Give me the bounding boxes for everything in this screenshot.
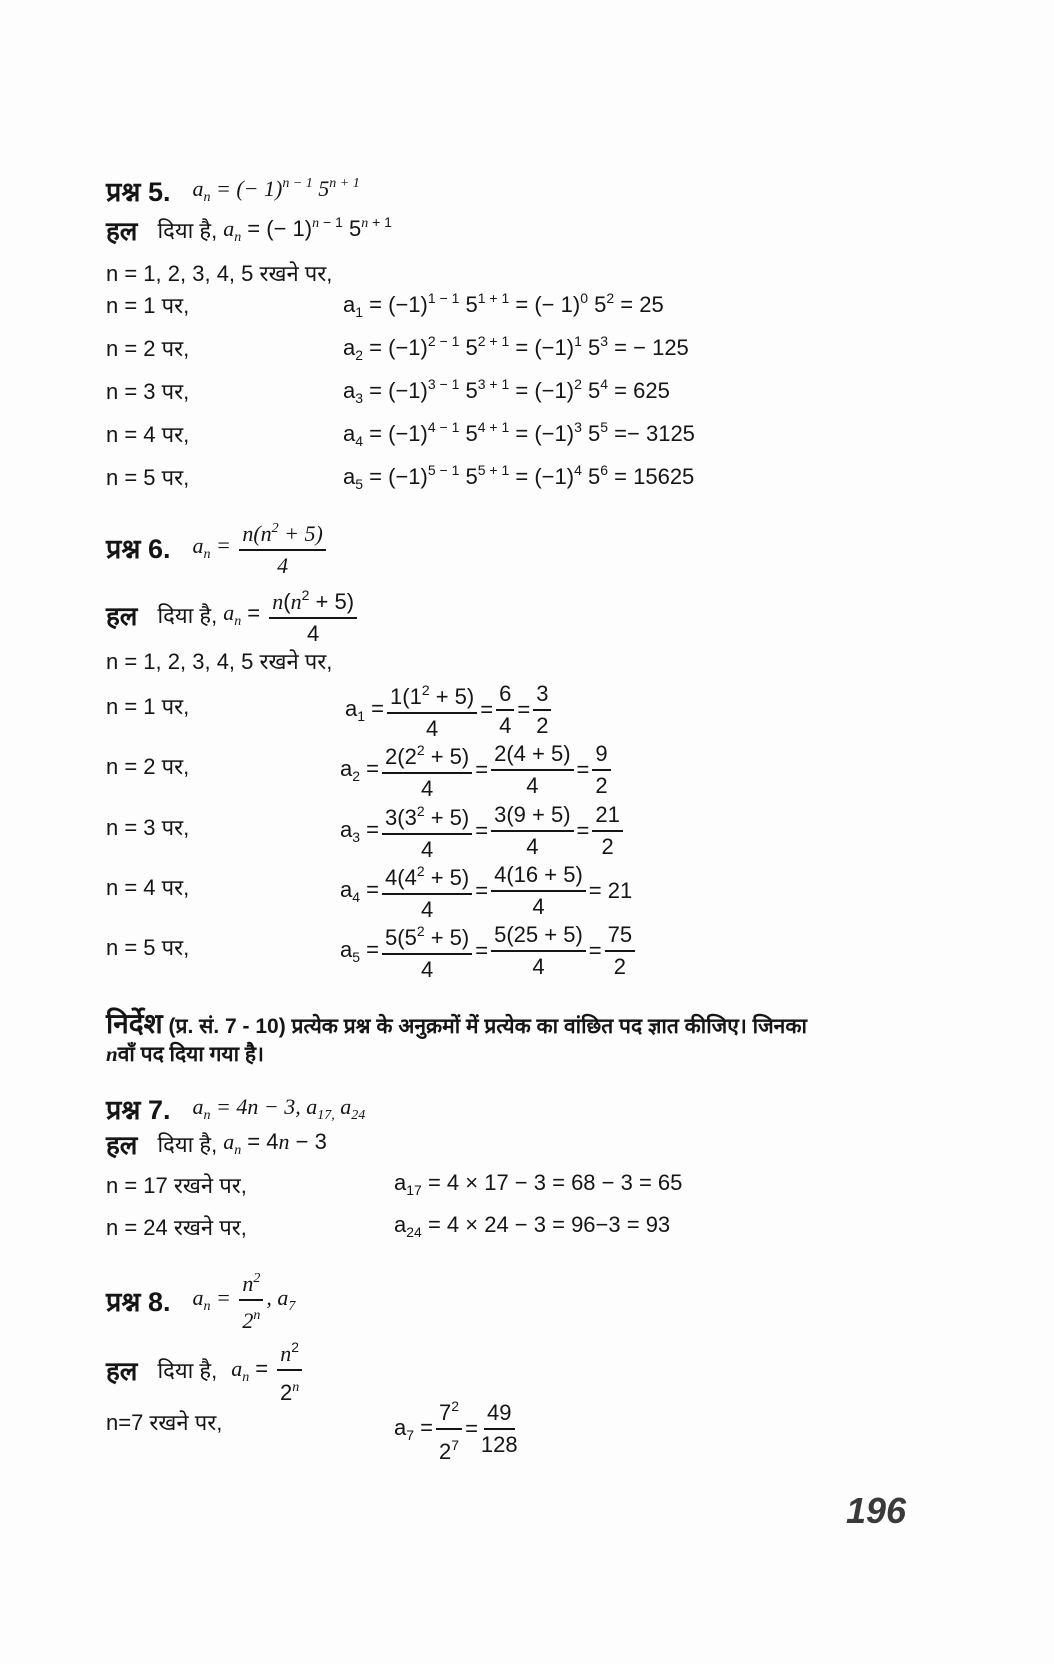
q5-cond-1: n = 1 पर, [106, 293, 190, 318]
q8-solution-intro: हल दिया है, $a_n$ = $\frac{n^2}{2^n}$ [106, 1334, 305, 1406]
q5-eq-1: $a_1 = (-1)^{1 - 1}$ $5^{1 + 1}$ = (− 1)$^0$ $5^2 = 25$ [343, 290, 664, 320]
q7-solution-intro: हल दिया है, $a_n = 4n - 3$ [106, 1126, 327, 1162]
q5-solution-intro: हल दिया है, $a_n$ = (− 1)$^{n - 1}$ $5^{n + 1}$ [106, 214, 392, 246]
q6-label: प्रश्न 6. [106, 534, 171, 564]
q8-heading [106, 1266, 295, 1334]
q7-heading [106, 1090, 365, 1127]
q5-eq-5: $a_5 = (-1)^{5 - 1}$ $5^{5 + 1} = (-1)^4$ $5^6 = 15625$ [343, 462, 695, 492]
q7-given: दिया है, [157, 1132, 218, 1157]
q6-heading [106, 516, 329, 579]
q7-hal: हल [106, 1130, 138, 1160]
q5-cond-5: n = 5 पर, [106, 465, 190, 490]
directions-head: निर्देश [106, 1008, 163, 1039]
q5-eq-4: $a_4 = (-1)^{4 - 1}$ $5^{4 + 1} = (-1)^3$ $5^5 =- 3125$ [343, 419, 695, 449]
q6-cond-4: n = 4 पर, [106, 875, 190, 900]
q5-eq-3: $a_3 = (-1)^{3 - 1}$ $5^{3 + 1} = (-1)^2$ $5^4 = 625$ [343, 376, 670, 406]
q6-formula: $a_n$ = $\frac{n(n^2 + 5)}{4}$ [192, 516, 328, 579]
q6-cond-1: n = 1 पर, [106, 694, 190, 719]
q8-formula: $a_n$ = $\frac{n^2}{2^n}$ , $a_7$ [192, 1266, 295, 1334]
q6-eq-1: $a_1$ = $\frac{1(1^2 + 5)}{4}$ = $\frac{6}{4}$ = $\frac{3}{2}$ [345, 677, 554, 742]
q5-cond-3: n = 3 पर, [106, 379, 190, 404]
page-number: 196 [846, 1490, 907, 1531]
q6-cond-2: n = 2 पर, [106, 754, 190, 779]
directions-note-line2: nवाँ पद दिया गया है। [106, 1042, 264, 1066]
directions-text: (प्र. सं. 7 - 10) प्रत्येक प्रश्न के अनुक्रमों में प्रत्येक का वांछित पद ज्ञात कीजिए। जिनका [168, 1015, 807, 1038]
q5-formula: $a_n$ = (− 1)$^{n - 1}$ $5^{n + 1}$ [192, 175, 360, 205]
q6-eq-3: $a_3$ = $\frac{3(3^2 + 5)}{4}$ = $\frac{3(9 + 5)}{4}$ = $\frac{21}{2}$ [340, 798, 626, 863]
q7-eq-1: $a_{17} = 4 \times 17 - 3 = 68 - 3 = 65$ [394, 1170, 683, 1198]
q6-hal: हल [106, 600, 138, 631]
q6-cond-5: n = 5 पर, [106, 935, 190, 960]
q5-label: प्रश्न 5. [106, 177, 171, 207]
q5-cond-4: n = 4 पर, [106, 422, 190, 447]
q6-cond-3: n = 3 पर, [106, 815, 190, 840]
q5-eq-2: $a_2 = (-1)^{2 - 1}$ $5^{2 + 1} = (-1)^1$ $5^3$ = − 125 [343, 333, 689, 363]
q7-label: प्रश्न 7. [106, 1095, 171, 1125]
q5-heading [106, 172, 360, 209]
q8-cond-1: n=7 रखने पर, [106, 1410, 223, 1435]
q7-eq-2: $a_{24} = 4 \times 24 - 3 = 96-3 = 93$ [394, 1212, 671, 1240]
q5-given: दिया है, [157, 218, 218, 243]
q7-cond-2: n = 24 रखने पर, [106, 1215, 247, 1240]
q8-eq-1: $a_7$ = $\frac{7^2}{2^7}$ = $\frac{49}{128}$ [394, 1393, 521, 1465]
q6-eq-2: $a_2$ = $\frac{2(2^2 + 5)}{4}$ = $\frac{2(4 + 5)}{4}$ = $\frac{9}{2}$ [340, 737, 614, 802]
q6-setup: n = 1, 2, 3, 4, 5 रखने पर, [106, 649, 333, 674]
q6-solution-intro: हल दिया है, $a_n$ = $\frac{n(n^2 + 5)}{4}$ [106, 582, 360, 647]
directions-text-2: वाँ पद दिया गया है। [117, 1043, 264, 1066]
q6-eq-4: $a_4$ = $\frac{4(4^2 + 5)}{4}$ = $\frac{4(16 + 5)}{4}$ = 21 [340, 858, 632, 923]
q5-hal: हल [106, 216, 138, 246]
directions-note [106, 1004, 807, 1042]
q8-given: दिया है, [157, 1358, 218, 1383]
q5-setup: n = 1, 2, 3, 4, 5 रखने पर, [106, 261, 333, 286]
q5-cond-2: n = 2 पर, [106, 336, 190, 361]
q7-cond-1: n = 17 रखने पर, [106, 1173, 247, 1198]
q8-hal: हल [106, 1356, 138, 1386]
q6-eq-5: $a_5$ = $\frac{5(5^2 + 5)}{4}$ = $\frac{5(25 + 5)}{4}$ = $\frac{75}{2}$ [340, 918, 638, 983]
q8-label: प्रश्न 8. [106, 1286, 171, 1317]
q7-formula: $a_n = 4n - 3$, $a_{17,}$ $a_{24}$ [192, 1093, 366, 1123]
q6-given: दिया है, [157, 602, 218, 628]
